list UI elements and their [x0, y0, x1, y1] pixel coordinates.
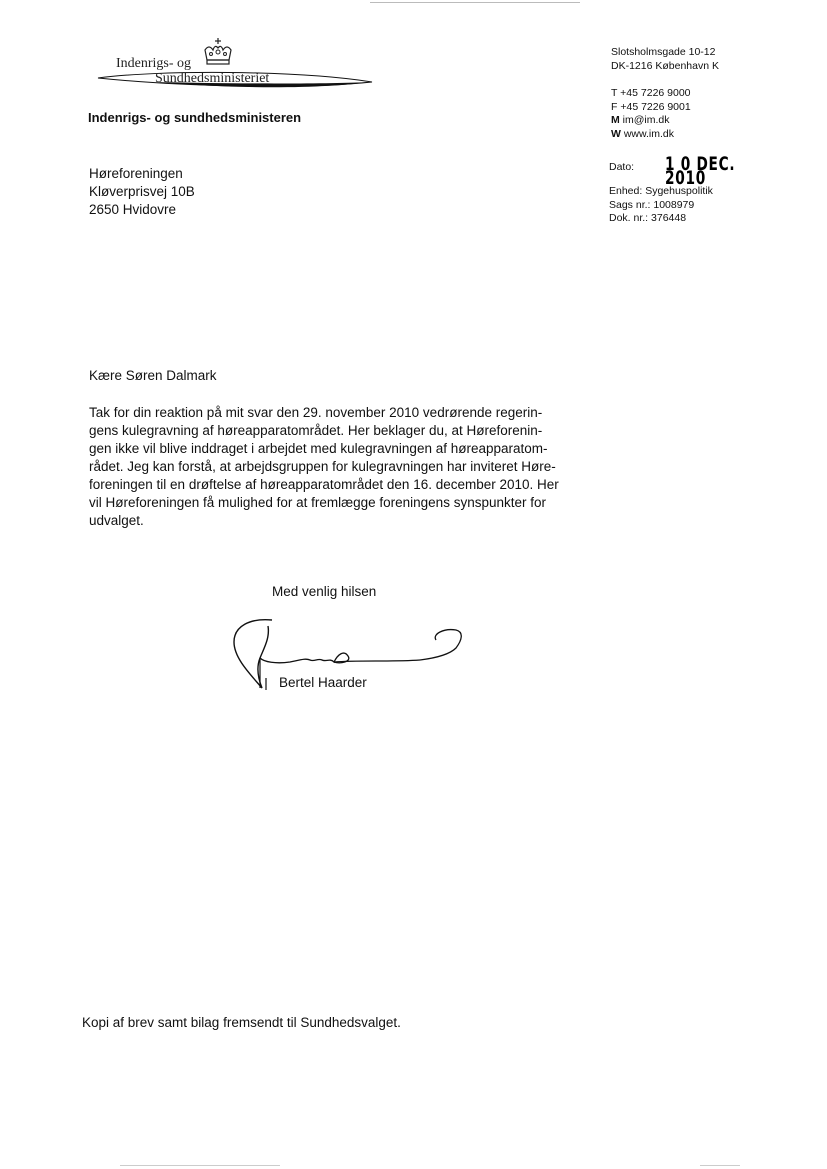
web-prefix: W [611, 127, 621, 140]
meta-block [609, 153, 827, 226]
date-label: Dato: [609, 161, 635, 173]
copy-note: Kopi af brev samt bilag fremsendt til Sundhedsvalget. [82, 1015, 401, 1030]
recipient-name: Høreforeningen [89, 166, 183, 181]
address-line-2: DK-1216 København K [611, 59, 719, 72]
mail-prefix: M [611, 114, 620, 126]
phone-row [611, 87, 719, 101]
date-row [609, 153, 827, 189]
sender-title: Indenrigs- og sundhedsministeren [88, 110, 302, 125]
email-address: im@im.dk [622, 114, 670, 126]
unit-line: Enhed: Sygehuspolitik [609, 185, 713, 197]
phone-number: +45 7226 9000 [620, 87, 691, 99]
scan-mark [370, 2, 580, 3]
date-stamp: 1 0 DEC. 2010 [664, 153, 736, 189]
recipient-address [89, 165, 195, 219]
scan-mark [700, 1165, 740, 1166]
web-address: www.im.dk [623, 127, 675, 140]
body-line: foreningen til en drøftelse af høreapparatområdet den 16. december 2010. Her [89, 477, 559, 492]
fax-prefix: F [611, 100, 618, 113]
signer-name: Bertel Haarder [279, 675, 367, 690]
letter-body [89, 404, 569, 530]
mail-row [611, 114, 719, 128]
web-row [611, 128, 719, 142]
fax-number: +45 7226 9001 [620, 100, 691, 113]
body-line: vil Høreforeningen få mulighed for at fremlægge foreningens synspunkter for [89, 495, 546, 510]
body-line: gen ikke vil blive inddraget i arbejdet med kulegravningen af høreapparatom- [89, 441, 548, 456]
body-line: gens kulegravning af høreapparatområdet. Her beklager du, at Høreforenin- [89, 423, 543, 438]
case-number: Sags nr.: 1008979 [609, 198, 695, 211]
contact-block [611, 46, 719, 141]
body-line: Tak for din reaktion på mit svar den 29. november 2010 vedrørende regerin- [89, 405, 543, 420]
document-number: Dok. nr.: 376448 [609, 212, 687, 224]
salutation: Kære Søren Dalmark [89, 368, 217, 383]
scan-mark [120, 1165, 280, 1166]
address-line-1: Slotsholmsgade 10-12 [611, 46, 716, 58]
body-line: udvalget. [89, 513, 144, 528]
phone-prefix: T [611, 87, 618, 99]
body-line: rådet. Jeg kan forstå, at arbejdsgruppen for kulegravningen har inviteret Høre- [89, 459, 556, 474]
logo-line-2: Sundhedsministeriet [155, 71, 270, 86]
logo-line-1: Indenrigs- og [116, 56, 192, 71]
signature-icon [230, 618, 470, 713]
recipient-street: Kløverprisvej 10B [89, 184, 195, 199]
recipient-city: 2650 Hvidovre [89, 202, 177, 217]
closing-phrase: Med venlig hilsen [272, 584, 377, 599]
fax-row [611, 101, 719, 115]
